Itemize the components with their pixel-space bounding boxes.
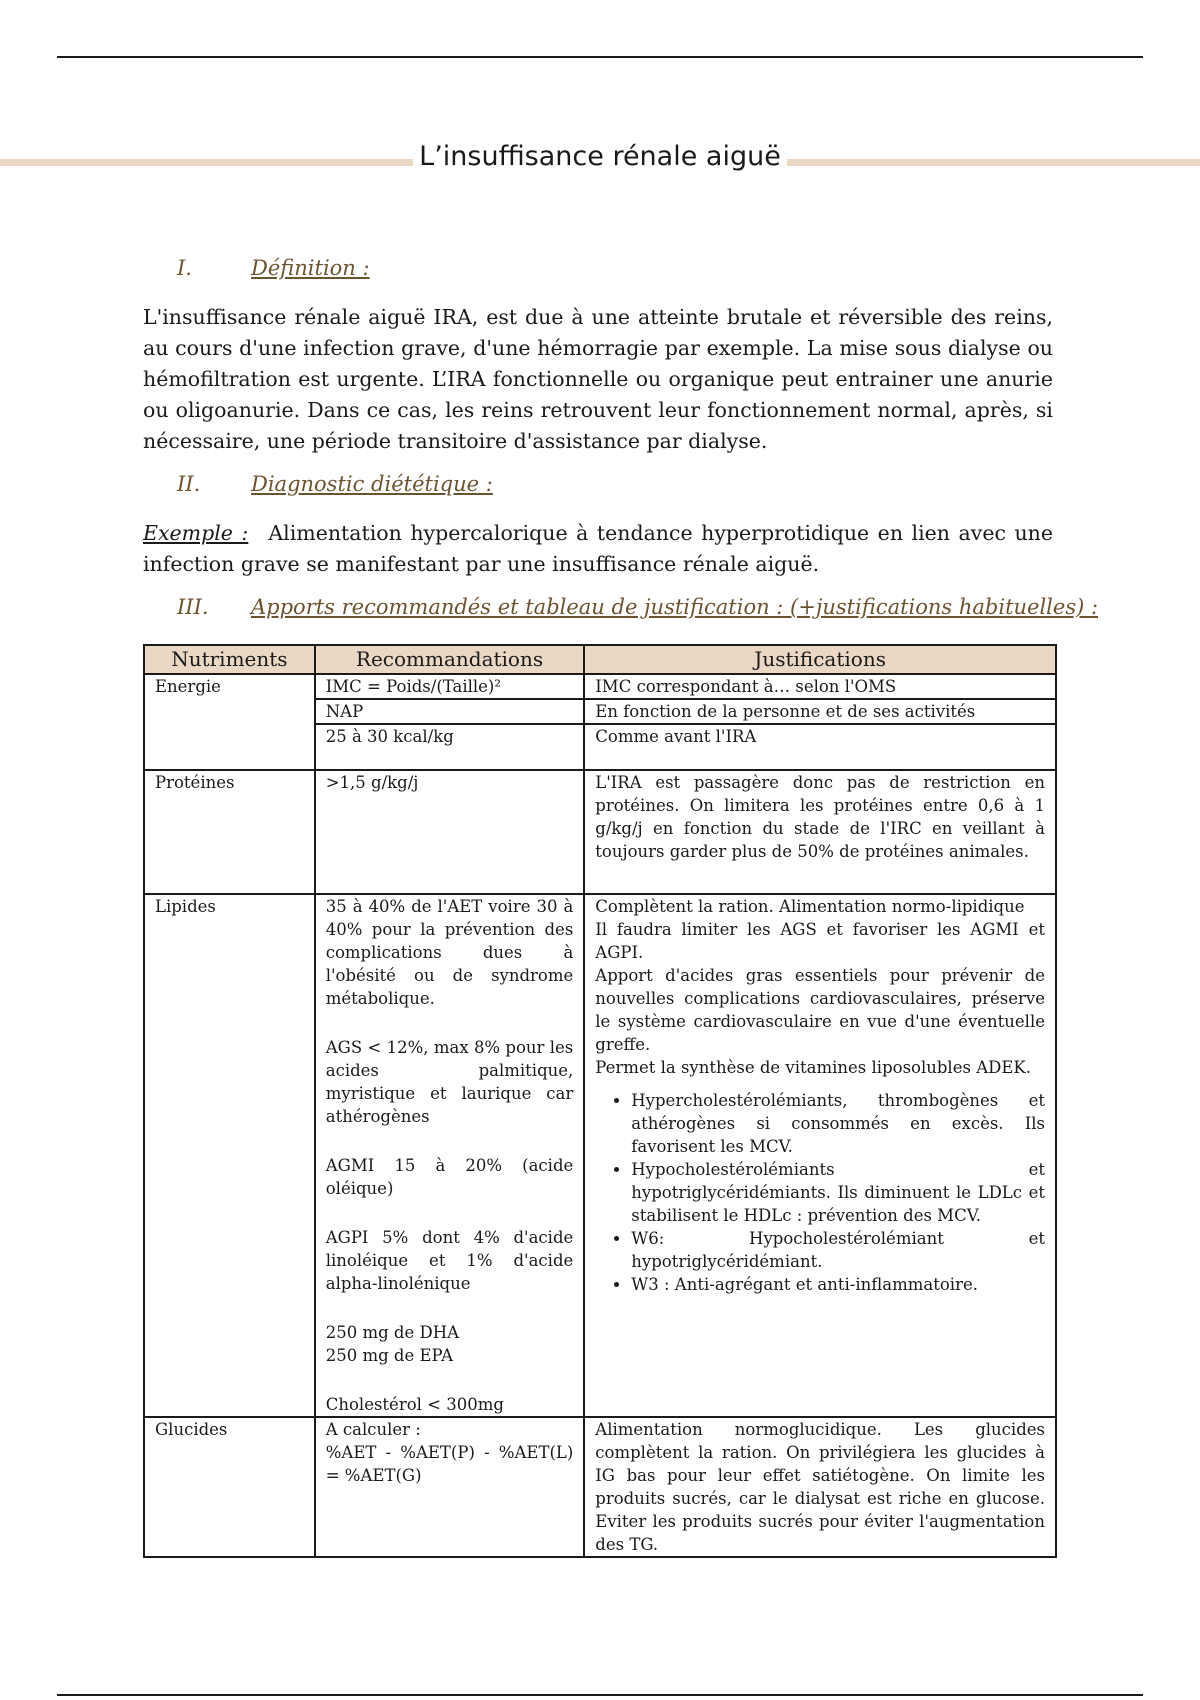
reco-cell: [315, 1417, 585, 1557]
reco-glucides-1: A calculer :: [325, 1420, 421, 1439]
page-title: L’insuffisance rénale aiguë: [0, 141, 1200, 172]
section-heading-apports: III. Apports recommandés et tableau de justification : (+justifications habituelles) :: [177, 595, 1099, 619]
reco-cell: [315, 894, 585, 1417]
reco-cell: >1,5 g/kg/j: [315, 770, 585, 894]
nutrient-energie: Energie: [144, 674, 315, 770]
table-row: [144, 674, 1056, 699]
table-row: [144, 1417, 1056, 1557]
example-label: Exemple :: [143, 521, 249, 545]
reco-lipides-agpi: AGPI 5% dont 4% d'acide linoléique et 1% d'acide alpha-linolénique: [325, 1228, 574, 1293]
just-cell: IMC correspondant à… selon l'OMS: [584, 674, 1056, 699]
just-lipides-bullets: [595, 1089, 1045, 1296]
nutrient-proteines: Protéines: [144, 770, 315, 894]
example-text: Alimentation hypercalorique à tendance hyperprotidique en lien avec une infection grave se manifestant par une insuffisance rénale aiguë.: [143, 521, 1053, 576]
reco-glucides-2: %AET - %AET(P) - %AET(L) = %AET(G): [325, 1443, 574, 1485]
just-cell: Alimentation normoglucidique. Les glucides complètent la ration. On privilégiera les glucides à IG bas pour leur effet satiétogène. On limite les produits sucrés, car le dialysat est riche en glucose. Eviter les produits sucrés pour éviter l'augmentation des TG.: [584, 1417, 1056, 1557]
header-rule: [57, 56, 1143, 58]
section-heading-definition: I. Définition :: [177, 256, 370, 280]
definition-paragraph: L'insuffisance rénale aiguë IRA, est due à une atteinte brutale et réversible des reins, au cours d'une infection grave, d'une hémorragie par exemple. La mise sous dialyse ou hémofiltration est urgente. L’IRA fonctionnelle ou organique peut entrainer une anurie ou oligoanurie. Dans ce cas, les reins retrouvent leur fonctionnement normal, après, si nécessaire, une période transitoire d'assistance par dialyse.: [143, 305, 1053, 453]
nutrient-glucides: Glucides: [144, 1417, 315, 1557]
just-lipides-3: Apport d'acides gras essentiels pour prévenir de nouvelles complications cardiovasculaires, préserve le système cardiovasculaire en vue d'une éventuelle greffe.: [595, 966, 1045, 1054]
reco-cell: IMC = Poids/(Taille)²: [315, 674, 585, 699]
list-item: • W3 : Anti-agrégant et anti-inflammatoire.: [631, 1273, 1045, 1296]
just-lipides-1: Complètent la ration. Alimentation normo-lipidique: [595, 897, 1025, 916]
reco-lipides-ags: AGS < 12%, max 8% pour les acides palmitique, myristique et laurique car athérogènes: [325, 1038, 574, 1126]
reco-lipides-aet: 35 à 40% de l'AET voire 30 à 40% pour la prévention des complications dues à l'obésité ou de syndrome métabolique.: [325, 897, 574, 1008]
section-heading-diagnostic: II. Diagnostic diététique :: [177, 472, 493, 496]
example-paragraph: [143, 518, 1053, 580]
just-lipides-4: Permet la synthèse de vitamines liposolubles ADEK.: [595, 1058, 1031, 1077]
reco-lipides-agmi: AGMI 15 à 20% (acide oléique): [325, 1156, 574, 1198]
nutrition-table: [143, 644, 1057, 1558]
just-cell: [584, 894, 1056, 1417]
just-cell: Comme avant l'IRA: [584, 724, 1056, 770]
reco-lipides-dha: 250 mg de DHA: [325, 1323, 460, 1342]
header-recommandations: Recommandations: [315, 645, 585, 674]
nutrient-lipides: Lipides: [144, 894, 315, 1417]
just-cell: L'IRA est passagère donc pas de restriction en protéines. On limitera les protéines entre 0,6 à 1 g/kg/j en fonction du stade de l'IRC en veillant à toujours garder plus de 50% de protéines animales.: [584, 770, 1056, 894]
list-item: • W6: Hypocholestérolémiant et hypotriglycéridémiant.: [631, 1227, 1045, 1273]
table-row: [144, 770, 1056, 894]
header-nutriments: Nutriments: [144, 645, 315, 674]
table-header-row: [144, 645, 1056, 674]
reco-lipides-epa: 250 mg de EPA: [325, 1346, 454, 1365]
just-lipides-2: Il faudra limiter les AGS et favoriser les AGMI et AGPI.: [595, 920, 1045, 962]
table-row: [144, 894, 1056, 1417]
reco-cell: NAP: [315, 699, 585, 724]
footer-rule: [57, 1694, 1143, 1696]
list-item: • Hypercholestérolémiants, thrombogènes et athérogènes si consommés en excès. Ils favorisent les MCV.: [631, 1089, 1045, 1158]
reco-cell: 25 à 30 kcal/kg: [315, 724, 585, 770]
reco-lipides-cholesterol: Cholestérol < 300mg: [325, 1395, 504, 1414]
list-item: • Hypocholestérolémiants et hypotriglycéridémiants. Ils diminuent le LDLc et stabilisent le HDLc : prévention des MCV.: [631, 1158, 1045, 1227]
just-cell: En fonction de la personne et de ses activités: [584, 699, 1056, 724]
header-justifications: Justifications: [584, 645, 1056, 674]
